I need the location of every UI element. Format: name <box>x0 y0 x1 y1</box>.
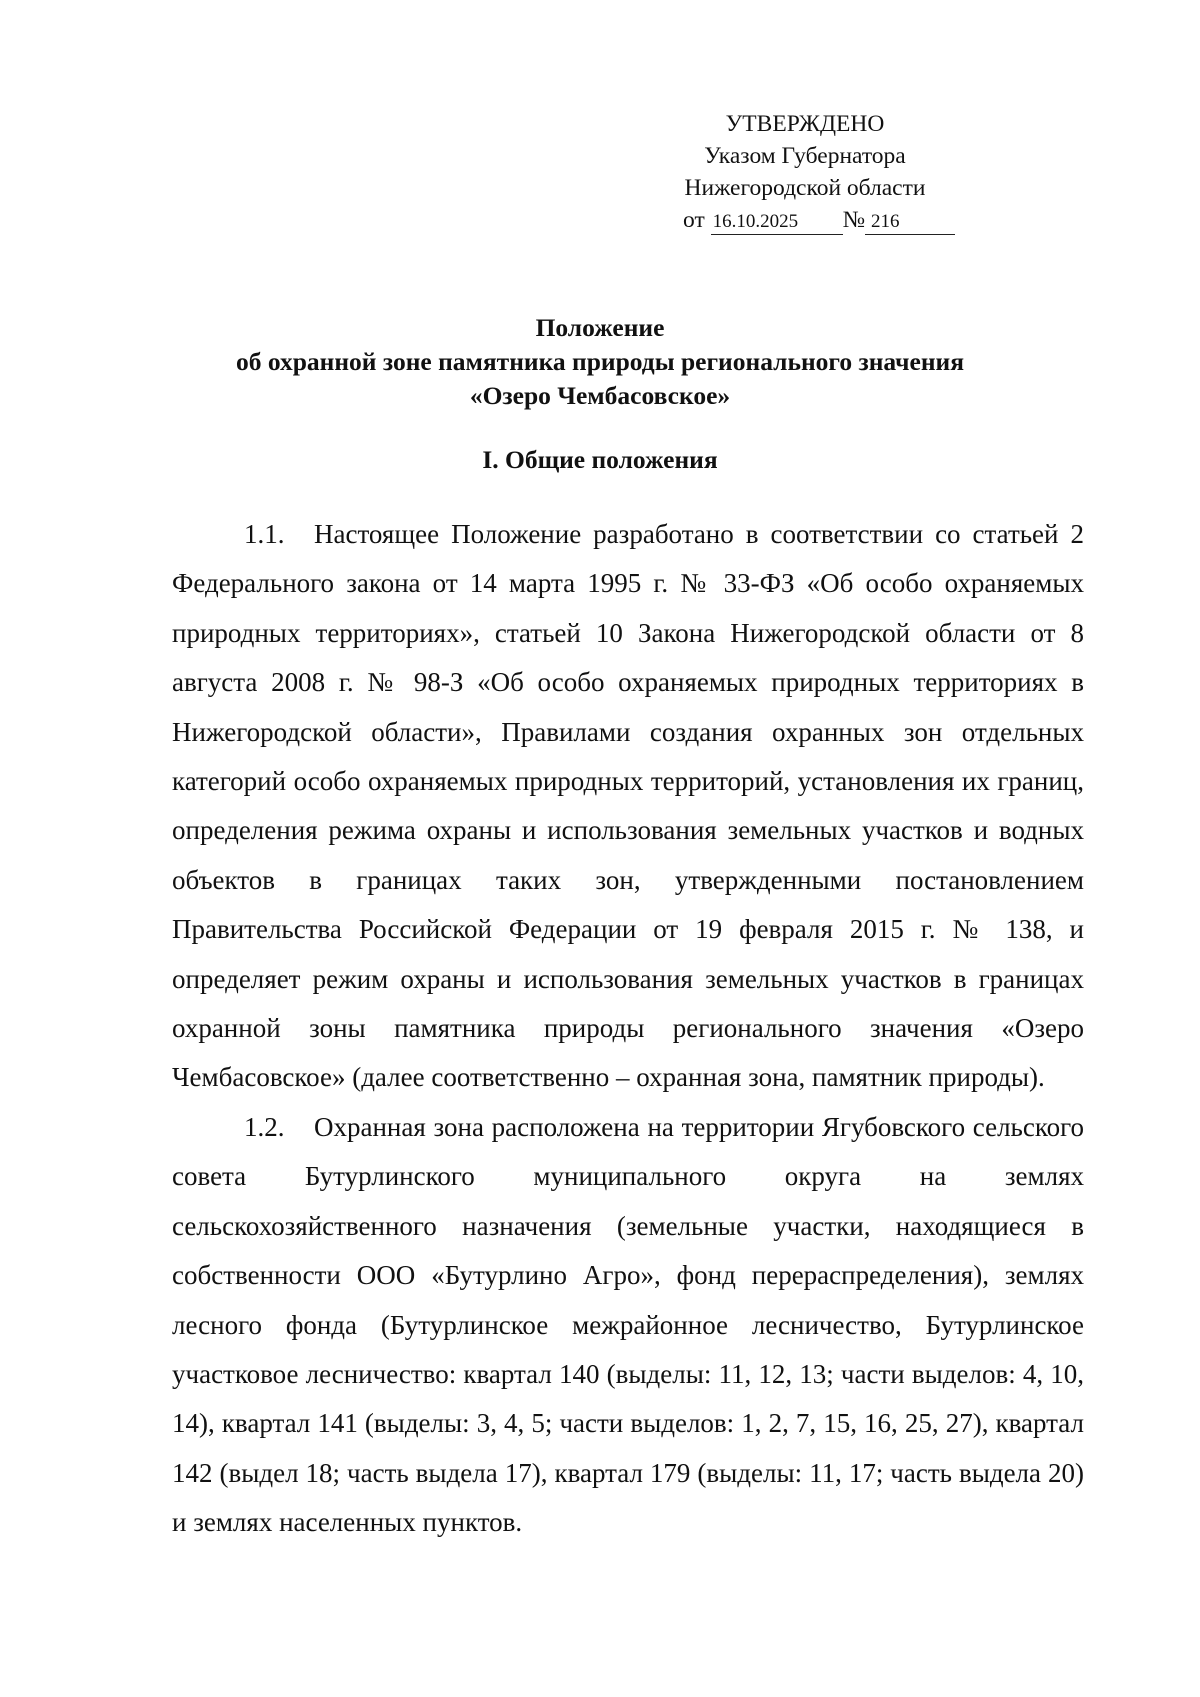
approval-stamp <box>640 108 970 236</box>
approval-date-prefix: от <box>683 207 705 233</box>
approval-authority: Указом Губернатора <box>704 143 906 169</box>
section-heading: I. Общие положения <box>482 445 718 474</box>
approval-region: Нижегородской области <box>684 175 926 201</box>
approval-number-value: 216 <box>865 210 955 235</box>
approval-date-value: 16.10.2025 <box>711 210 843 235</box>
document-title <box>0 311 1200 413</box>
document-body <box>172 510 1084 1548</box>
approval-status: УТВЕРЖДЕНО <box>725 111 885 137</box>
paragraph-1-1 <box>172 510 1084 1103</box>
paragraph-number: 1.2. <box>244 1111 285 1142</box>
title-line-2: об охранной зоне памятника природы регионального значения <box>235 347 965 376</box>
paragraph-text: Настоящее Положение разработано в соответствии со статьей 2 Федерального закона от 14 марта 1995 г. № 33-ФЗ «Об особо охраняемых природных территориях», статьей 10 Закона Нижегородской области от 8 августа 2008 г. № 98-З «Об особо охраняемых природных территориях в Нижегородской области», Правилами создания охранных зон отдельных категорий особо охраняемых природных территорий, установления их границ, определения режима охраны и использования земельных участков и водных объектов в границах таких зон, утвержденными постановлением Правительства Российской Федерации от 19 февраля 2015 г. № 138, и определяет режим охраны и использования земельных участков в границах охранной зоны памятника природы регионального значения «Озеро Чембасовское» (далее соответственно – охранная зона, памятник природы). <box>172 519 1084 1093</box>
paragraph-1-2 <box>172 1103 1084 1548</box>
approval-date-line <box>640 204 970 236</box>
paragraph-number: 1.1. <box>244 519 285 549</box>
title-line-1: Положение <box>535 313 665 342</box>
approval-number-prefix: № <box>842 207 866 233</box>
paragraph-text: Охранная зона расположена на территории Ягубовского сельского совета Бутурлинского муниципального округа на землях сельскохозяйственного назначения (земельные участки, находящиеся в собственности ООО «Бутурлино Агро», фонд перераспределения), землях лесного фонда (Бутурлинское межрайонное лесничество, Бутурлинское участковое лесничество: квартал 140 (выделы: 11, 12, 13; части выделов: 4, 10, 14), квартал 141 (выделы: 3, 4, 5; части выделов: 1, 2, 7, 15, 16, 25, 27), квартал 142 (выдел 18; часть выдела 17), квартал 179 (выделы: 11, 17; часть выдела 20) и землях населенных пунктов. <box>172 1111 1084 1538</box>
title-line-3: «Озеро Чембасовское» <box>469 381 731 410</box>
